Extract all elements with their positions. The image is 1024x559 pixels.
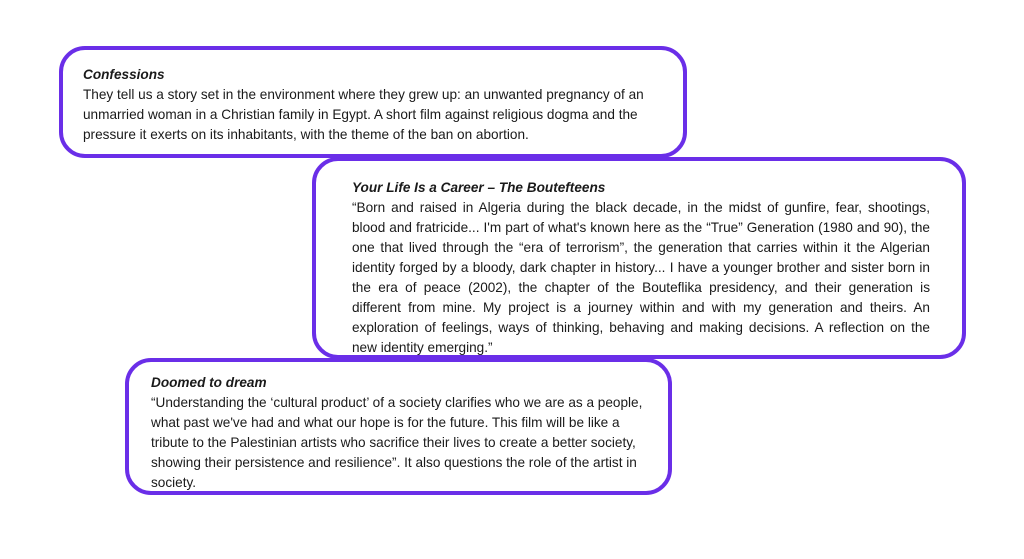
card-confessions [59,46,687,158]
card-title: Confessions [83,67,165,82]
card-your-life-is-a-career [312,157,966,359]
card-description: They tell us a story set in the environment where they grew up: an unwanted pregnancy of an unmarried woman in a Christian family in Egypt. A short film against religious dogma and the pressure it exerts on its inhabitants, with the theme of the ban on abortion. [83,87,644,142]
card-description: “Understanding the ‘cultural product’ of a society clarifies who we are as a people, what past we've had and what our hope is for the future. This film will be like a tribute to the Palestinian artists who sacrifice their lives to create a better society, showing their persistence and resilience”. It also questions the role of the artist in society. [151,395,643,490]
card-title: Doomed to dream [151,375,267,390]
card-doomed-to-dream [125,358,672,495]
card-description: “Born and raised in Algeria during the black decade, in the midst of gunfire, fear, shootings, blood and fratricide... I'm part of what's known here as the “True” Generation (1980 and 90), the one that lived through the “era of terrorism”, the generation that carries within it the Algerian identity forged by a bloody, dark chapter in history... I have a younger brother and sister born in the era of peace (2002), the chapter of the Bouteflika presidency, and their generation is different from mine. My project is a journey within and with my generation and theirs. An exploration of feelings, ways of thinking, behaving and making decisions. A reflection on the new identity emerging.” [352,200,930,355]
card-title: Your Life Is a Career – The Boutefteens [352,180,606,195]
